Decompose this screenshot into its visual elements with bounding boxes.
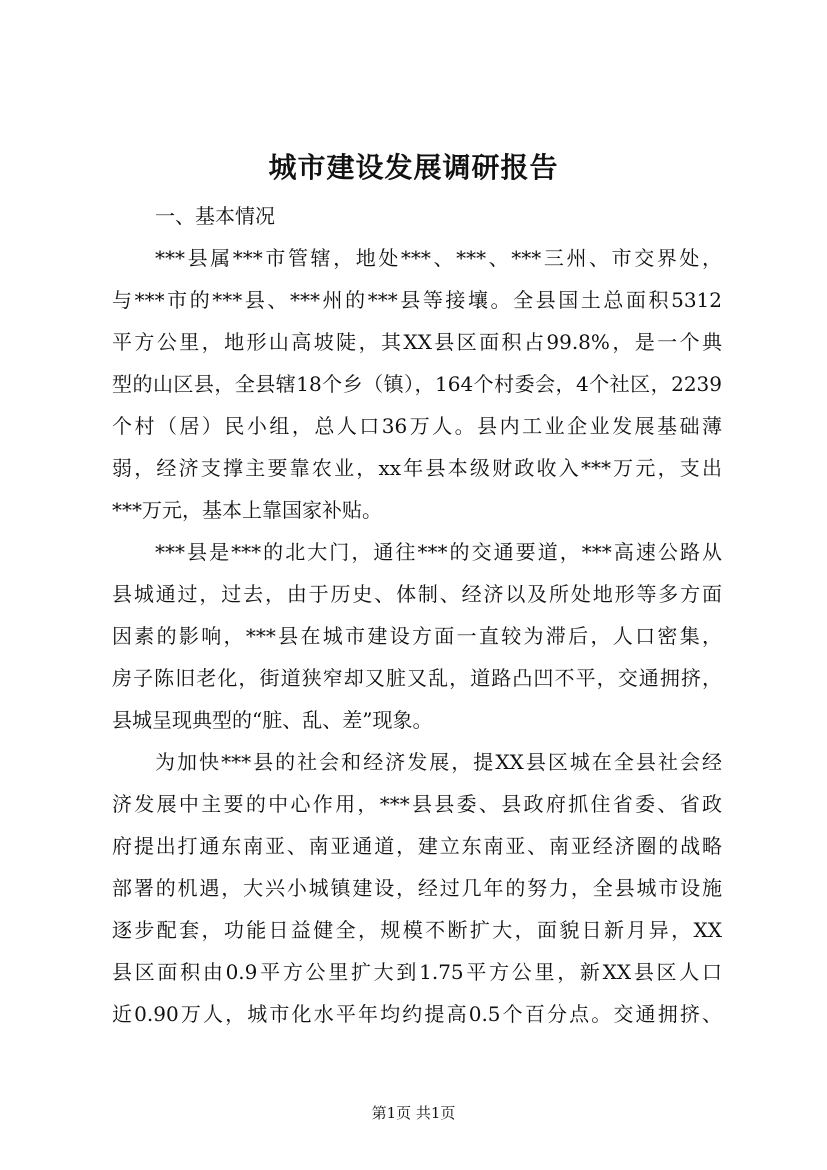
- paragraph-line: ***县是***的北大门，通往***的交通要道，***高速公路从: [155, 540, 722, 564]
- paragraph-line: 为加快***县的社会和经济发展，提XX县区城在全县社会经: [155, 750, 722, 774]
- paragraph-line: 部署的机遇，大兴小城镇建设，经过几年的努力，全县城市设施: [112, 876, 722, 900]
- paragraph-line: ***万元，基本上靠国家补贴。: [112, 498, 382, 522]
- paragraph-line: 弱，经济支撑主要靠农业，xx年县本级财政收入***万元，支出: [112, 456, 722, 480]
- paragraph-line: 县城呈现典型的“脏、乱、差”现象。: [112, 708, 433, 732]
- paragraph-line: 因素的影响，***县在城市建设方面一直较为滞后，人口密集，: [112, 624, 722, 648]
- paragraph-line: 房子陈旧老化，街道狭窄却又脏又乱，道路凸凹不平，交通拥挤，: [112, 666, 722, 690]
- paragraph-line: 府提出打通东南亚、南亚通道，建立东南亚、南亚经济圈的战略: [112, 834, 722, 858]
- page-footer: 第1页 共1页: [371, 1104, 456, 1122]
- paragraph-line: 与***市的***县、***州的***县等接壤。全县国土总面积5312: [112, 288, 722, 312]
- paragraph-line: 济发展中主要的中心作用，***县县委、县政府抓住省委、省政: [112, 792, 722, 816]
- paragraph-line: 个村（居）民小组，总人口36万人。县内工业企业发展基础薄: [112, 414, 722, 438]
- paragraph-line: ***县属***市管辖，地处***、***、***三州、市交界处，: [155, 246, 722, 270]
- paragraph-line: 型的山区县，全县辖18个乡（镇），164个村委会，4个社区，2239: [112, 372, 722, 396]
- paragraph-line: 县城通过，过去，由于历史、体制、经济以及所处地形等多方面: [112, 582, 722, 606]
- paragraph-line: 县区面积由0.9平方公里扩大到1.75平方公里，新XX县区人口: [112, 960, 722, 984]
- paragraph-line: 平方公里，地形山高坡陡，其XX县区面积占99.8%，是一个典: [112, 330, 722, 354]
- paragraph-line: 近0.90万人，城市化水平年均约提高0.5个百分点。交通拥挤、: [112, 1002, 722, 1026]
- paragraph-line: 逐步配套，功能日益健全，规模不断扩大，面貌日新月异，XX: [112, 918, 722, 942]
- section-heading: 一、基本情况: [155, 204, 275, 228]
- document-title: 城市建设发展调研报告: [268, 151, 559, 184]
